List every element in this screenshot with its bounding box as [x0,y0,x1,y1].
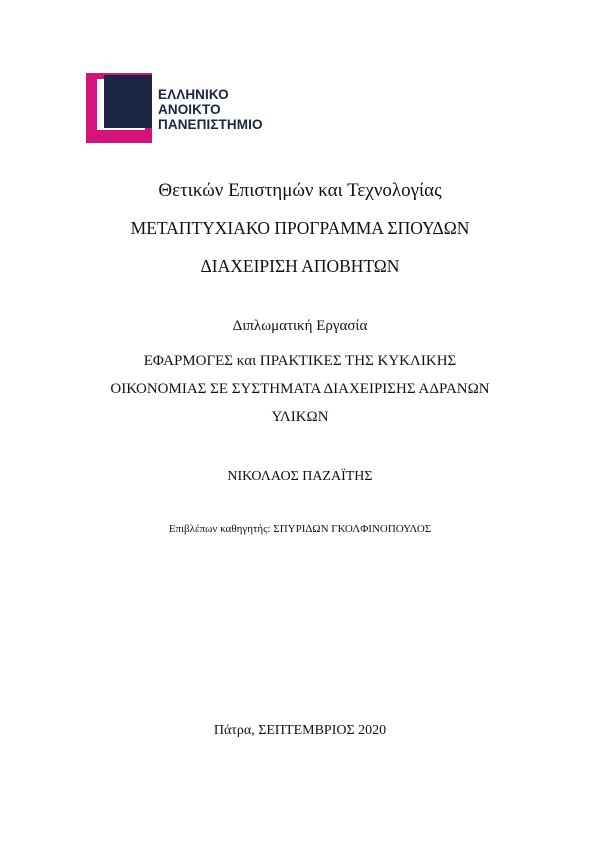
logo-wordmark [158,87,263,132]
author-name: ΝΙΚΟΛΑΟΣ ΠΑΖΑΪΤΗΣ [227,469,373,484]
place-date: Πάτρα, ΣΕΠΤΕΜΒΡΙΟΣ 2020 [213,723,387,738]
thesis-title-line-3: ΥΛΙΚΩΝ [271,409,329,425]
hou-emblem-icon [86,73,156,145]
faculty-name: Θετικών Επιστημών και Τεχνολογίας [158,180,442,201]
document-type: Διπλωματική Εργασία [232,318,368,334]
logo-line-2: ΑΝΟΙΚΤΟ [158,102,221,117]
thesis-title-line-2: ΟΙΚΟΝΟΜΙΑΣ ΣΕ ΣΥΣΤΗΜΑΤΑ ΔΙΑΧΕΙΡΙΣΗΣ ΑΔΡΑΝΩΝ [110,381,490,397]
thesis-title-line-1: ΕΦΑΡΜΟΓΕΣ και ΠΡΑΚΤΙΚΕΣ ΤΗΣ ΚΥΚΛΙΚΗΣ [143,353,457,369]
logo-line-1: ΕΛΛΗΝΙΚΟ [158,87,229,102]
specialty-name: ΔΙΑΧΕΙΡΙΣΗ ΑΠΟΒΗΤΩΝ [200,256,400,276]
program-name: ΜΕΤΑΠΤΥΧΙΑΚΟ ΠΡΟΓΡΑΜΜΑ ΣΠΟΥΔΩΝ [130,218,470,238]
supervisor-line: Επιβλέπων καθηγητής: ΣΠΥΡΙΔΩΝ ΓΚΟΛΦΙΝΟΠΟΥΛΟΣ [168,523,432,535]
logo-line-3: ΠΑΝΕΠΙΣΤΗΜΙΟ [158,117,263,132]
university-logo [86,73,286,145]
